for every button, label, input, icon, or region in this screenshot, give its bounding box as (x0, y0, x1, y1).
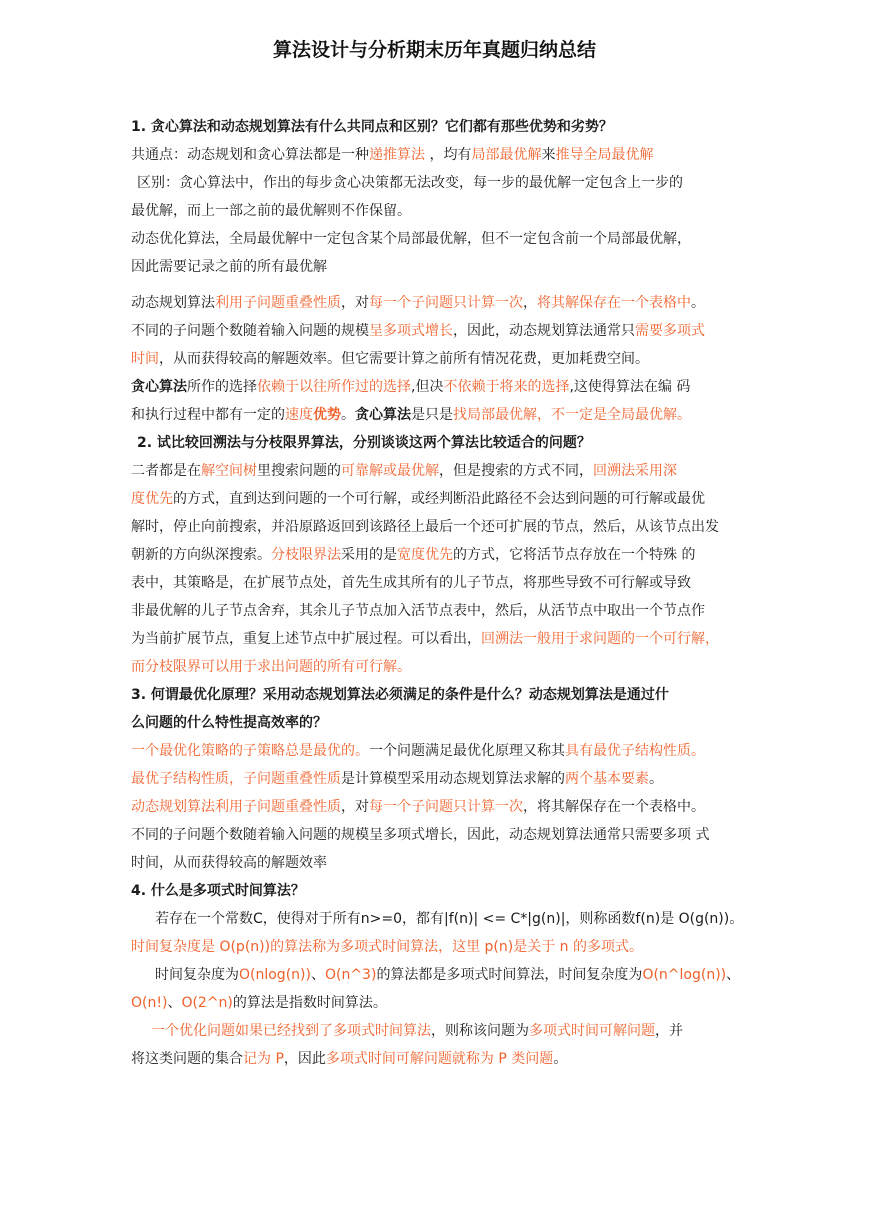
highlighted-text: O(n^3) (324, 967, 377, 983)
text-run: 1. 贪心算法和动态规划算法有什么共同点和区别？它们都有那些优势和劣势？ (131, 119, 613, 135)
text-run: 最优解，而上一部之前的最优解则不作保留。 (131, 203, 411, 219)
text-run: 时间，从而获得较高的解题效率 (131, 855, 327, 871)
highlighted-text: 一个最优化策略的子策略总是最优的。 (131, 743, 369, 759)
text-run: ，对 (341, 295, 369, 311)
text-line (131, 933, 761, 961)
text-line (131, 289, 761, 317)
text-line (131, 1017, 761, 1045)
text-line (131, 457, 761, 485)
highlighted-text: 局部最优解 (471, 147, 542, 163)
text-run: 和执行过程中都有一定的 (131, 407, 285, 423)
highlighted-text: 时间 (131, 351, 159, 367)
text-line (131, 989, 761, 1017)
text-line (131, 169, 761, 197)
text-run: 的算法都是多项式时间算法，时间复杂度为 (376, 967, 643, 983)
highlighted-text: 而分枝限界可以用于求出问题的所有可行解。 (131, 659, 411, 675)
text-run: 、 (310, 967, 325, 983)
text-run: 贪心算法 (131, 379, 187, 395)
text-line (131, 141, 761, 169)
highlighted-text: O(2^n) (181, 995, 233, 1011)
text-run: 不同的子问题个数随着输入问题的规模呈多项式增长，因此，动态规划算法通常只需要多项 式 (131, 827, 710, 843)
text-line (131, 513, 761, 541)
text-line (131, 849, 761, 877)
text-line (131, 905, 761, 933)
text-run: 是只是 (411, 407, 453, 423)
highlighted-text: 分枝限界法 (271, 547, 341, 563)
text-run: 将这类问题的集合 (131, 1051, 243, 1067)
text-line (131, 541, 761, 569)
text-run: 2. 试比较回溯法与分枝限界算法，分别谈谈这两个算法比较适合的问题？ (137, 435, 591, 451)
text-run: 3. 何谓最优化原理？采用动态规划算法必须满足的条件是什么？动态规划算法是通过什 (131, 687, 669, 703)
highlighted-text: 需要多项式 (635, 323, 705, 339)
text-line (131, 345, 761, 373)
text-run: 来 (541, 147, 556, 163)
text-run: 么问题的什么特性提高效率的？ (131, 715, 327, 731)
text-line (131, 597, 761, 625)
highlighted-text: O(n!) (131, 995, 168, 1011)
highlighted-text: 依赖于以往所作过的选择 (257, 379, 411, 395)
text-run: ，对 (341, 799, 369, 815)
highlighted-text: 最优子结构性质，子问题重叠性质 (131, 771, 341, 787)
text-run: 贪心算法 (355, 407, 411, 423)
text-run: 不同的子问题个数随着输入问题的规模 (131, 323, 369, 339)
text-run: 的方式，它将活节点存放在一个特殊 的 (453, 547, 696, 563)
highlighted-text: 速度 (285, 407, 313, 423)
highlighted-text: 找局部最优解，不一定是全局最优解。 (453, 407, 691, 423)
text-run: ， (523, 295, 537, 311)
highlighted-text: 多项式时间可解问题 (529, 1023, 655, 1039)
text-line (131, 197, 761, 225)
text-run: 为当前扩展节点，重复上述节点中扩展过程。可以看出， (131, 631, 481, 647)
text-line (131, 793, 761, 821)
text-run: 采用的是 (341, 547, 397, 563)
highlighted-text: 解空间树 (201, 463, 257, 479)
text-line (131, 253, 761, 281)
text-run: 非最优解的儿子节点舍弃，其余儿子节点加入活节点表中，然后，从活节点中取出一个节点作 (131, 603, 705, 619)
highlighted-text: 每一个子问题只计算一次 (369, 295, 523, 311)
text-run: ，并 (655, 1023, 683, 1039)
text-run: 里搜索问题的 (257, 463, 341, 479)
text-line (131, 765, 761, 793)
text-line (131, 225, 761, 253)
text-run: ，但是搜索的方式不同， (439, 463, 593, 479)
text-line (131, 401, 761, 429)
text-line (131, 961, 761, 989)
text-line (131, 821, 761, 849)
highlighted-text: 时间复杂度是 O(p(n))的算法称为多项式时间算法，这里 p(n)是关于 n 的多项式。 (131, 939, 643, 955)
text-run: 动态规划算法 (131, 295, 215, 311)
text-run: 是计算模型采用动态规划算法求解的 (341, 771, 565, 787)
highlighted-text: 呈多项式增长 (369, 323, 453, 339)
text-line (131, 681, 761, 709)
text-run: ，因此 (283, 1051, 326, 1067)
text-run: ,这使得算法在编 码 (569, 379, 691, 395)
text-run: 所作的选择 (187, 379, 257, 395)
highlighted-text: 回溯法一般用于求问题的一个可行解， (481, 631, 719, 647)
highlighted-text: 不依赖于将来的选择 (443, 379, 570, 395)
text-run: 共通点：动态规划和贪心算法都是一种 (131, 147, 369, 163)
text-run: 若存在一个常数C，使得对于所有n>=0，都有|f(n)| <= C*|g(n)|，则称函数f(n)是 O(g(n))。 (155, 911, 744, 927)
text-line (131, 625, 761, 653)
text-run: ，因此，动态规划算法通常只 (453, 323, 635, 339)
highlighted-text: 一个优化问题如果已经找到了多项式时间算法 (151, 1023, 431, 1039)
text-line (131, 113, 761, 141)
highlighted-text: 动态规划算法利用子问题重叠性质 (131, 799, 341, 815)
highlighted-text: 可靠解或最优解 (341, 463, 439, 479)
text-run: 朝新的方向纵深搜索。 (131, 547, 271, 563)
text-line (131, 429, 761, 457)
highlighted-text: 每一个子问题只计算一次 (369, 799, 523, 815)
text-run: 时间复杂度为 (155, 967, 239, 983)
highlighted-text: O(n^log(n)) (642, 967, 727, 983)
highlighted-text: 推导全局最优解 (555, 147, 654, 163)
text-run: 。 (341, 407, 355, 423)
text-run: 动态优化算法，全局最优解中一定包含某个局部最优解，但不一定包含前一个局部最优解， (131, 231, 691, 247)
text-run: 。 (691, 295, 705, 311)
highlighted-text: 利用子问题重叠性质 (215, 295, 341, 311)
paragraph-gap (131, 281, 761, 289)
text-run: 4. 什么是多项式时间算法？ (131, 883, 305, 899)
highlighted-text: 多项式时间可解问题就称为 P 类问题 (325, 1051, 554, 1067)
document-title: 算法设计与分析期末历年真题归纳总结 (272, 39, 596, 61)
text-run: 一个问题满足最优化原理又称其 (369, 743, 565, 759)
text-run: 解时，停止向前搜索，并沿原路返回到该路径上最后一个还可扩展的节点，然后，从该节点出发 (131, 519, 719, 535)
text-run: ，从而获得较高的解题效率。但它需要计算之前所有情况花费，更加耗费空间。 (159, 351, 649, 367)
text-run: 表中，其策略是，在扩展节点处，首先生成其所有的儿子节点，将那些导致不可行解或导致 (131, 575, 691, 591)
text-run: 、 (167, 995, 182, 1011)
text-line (131, 653, 761, 681)
highlighted-text: 具有最优子结构性质。 (565, 743, 705, 759)
text-line (131, 737, 761, 765)
text-run: ，则称该问题为 (431, 1023, 529, 1039)
text-run: 、 (726, 967, 741, 983)
text-line (131, 485, 761, 513)
highlighted-text: 度优先 (131, 491, 173, 507)
text-run: 的算法是指数时间算法。 (232, 995, 387, 1011)
highlighted-text: 递推算法 (369, 147, 425, 163)
text-run: ，将其解保存在一个表格中。 (523, 799, 705, 815)
text-run: 二者都是在 (131, 463, 201, 479)
highlighted-text: 两个基本要素 (565, 771, 649, 787)
document-body (131, 113, 761, 1073)
highlighted-text: 回溯法采用深 (593, 463, 677, 479)
highlighted-text: 宽度优先 (397, 547, 453, 563)
text-run: 。 (553, 1051, 568, 1067)
text-run: ,但决 (411, 379, 444, 395)
text-line (131, 1045, 761, 1073)
text-run: 的方式，直到达到问题的一个可行解，或经判断沿此路径不会达到问题的可行解或最优 (173, 491, 705, 507)
highlighted-text: 优势 (313, 407, 341, 423)
text-run: 因此需要记录之前的所有最优解 (131, 259, 327, 275)
text-run: 。 (649, 771, 663, 787)
text-line (131, 317, 761, 345)
highlighted-text: 记为 P (243, 1051, 284, 1067)
text-run: ，均有 (425, 147, 472, 163)
text-line (131, 373, 761, 401)
highlighted-text: 将其解保存在一个表格中 (537, 295, 691, 311)
highlighted-text: O(nlog(n)) (239, 967, 311, 983)
text-line (131, 877, 761, 905)
text-line (131, 569, 761, 597)
text-run: 区别：贪心算法中，作出的每步贪心决策都无法改变，每一步的最优解一定包含上一步的 (137, 175, 683, 191)
text-line (131, 709, 761, 737)
